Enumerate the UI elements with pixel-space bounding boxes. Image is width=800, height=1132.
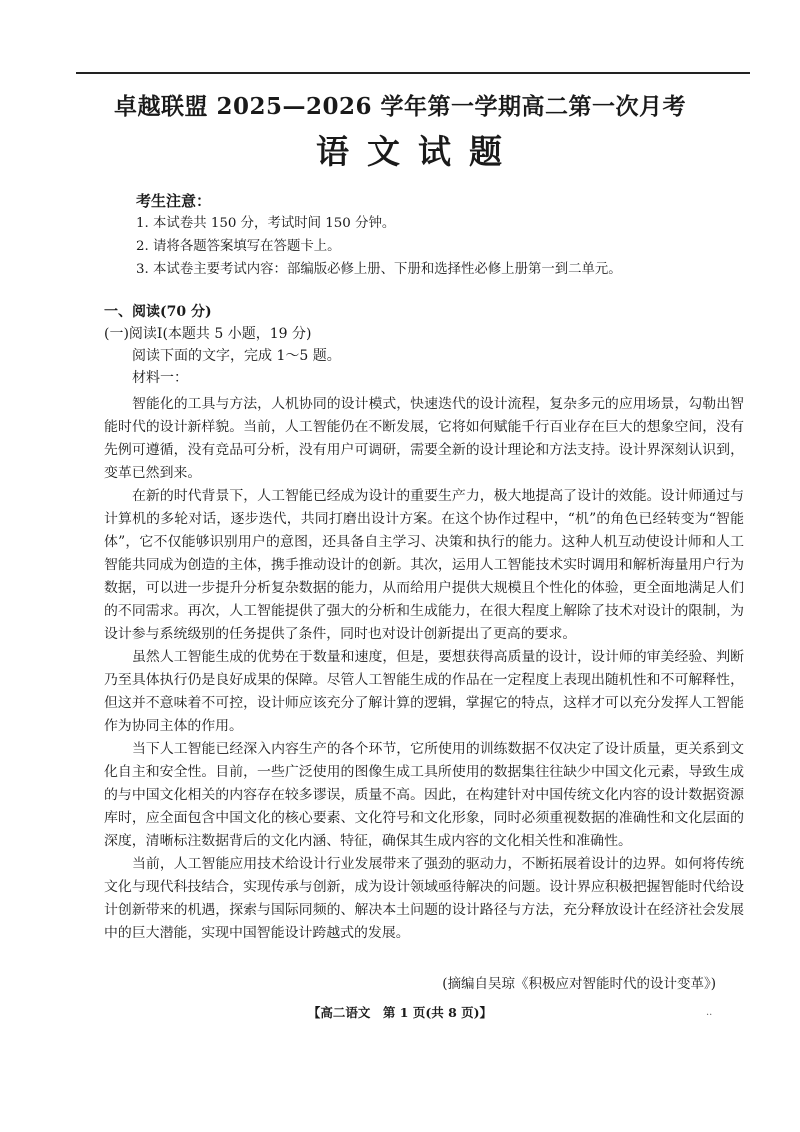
page-footer: 【高二语文 第 1 页(共 8 页)】 xyxy=(307,1005,493,1020)
subject-title: 语文试题 xyxy=(316,132,520,171)
top-rule-divider xyxy=(76,72,750,74)
paragraph: 当下人工智能已经深入内容生产的各个环节，它所使用的训练数据不仅决定了设计质量，更关系到文化自主和安全性。目前，一些广泛使用的图像生成工具所使用的数据集往往缺少中国文化元素，导致生成的与中国文化相关的内容存在较多谬误，质量不高。因此，在构建针对中国传统文化内容的设计数据资源库时，应全面包含中国文化的核心要素、文化符号和文化形象，同时必须重视数据的准确性和文化层面的深度，清晰标注数据背后的文化内涵、特征，确保其生成内容的文化相关性和准确性。 xyxy=(104,741,744,849)
notice-title: 考生注意： xyxy=(136,192,212,210)
material-label: 材料一： xyxy=(132,370,188,386)
notice-item: 1. 本试卷共 150 分，考试时间 150 分钟。 xyxy=(136,216,396,231)
material-body xyxy=(104,393,744,945)
reading-instruction: 阅读下面的文字，完成 1～5 题。 xyxy=(132,348,341,364)
exam-title: 卓越联盟 2025—2026 学年第一学期高二第一次月考 xyxy=(113,93,687,120)
paragraph: 当前，人工智能应用技术给设计行业发展带来了强劲的驱动力，不断拓展着设计的边界。如何将传统文化与现代科技结合，实现传承与创新，成为设计领域亟待解决的问题。设计界应积极把握智能时代给设计创新带来的机遇，探索与国际同频的、解决本土问题的设计路径与方法，充分释放设计在经济社会发展中的巨大潜能，实现中国智能设计跨越式的发展。 xyxy=(104,856,744,941)
paragraph: 在新的时代背景下，人工智能已经成为设计的重要生产力，极大地提高了设计的效能。设计师通过与计算机的多轮对话，逐步迭代，共同打磨出设计方案。在这个协作过程中，“机”的角色已经转变为“智能体”，它不仅能够识别用户的意图，还具备自主学习、决策和执行的能力。这种人机互动使设计师和人工智能共同成为创造的主体，携手推动设计的创新。其次，运用人工智能技术实时调用和解析海量用户行为数据，可以进一步提升分析复杂数据的能力，从而给用户提供大规模且个性化的体验，更全面地满足人们的不同需求。再次，人工智能提供了强大的分析和生成能力，在很大程度上解除了技术对设计的限制，为设计参与系统级别的任务提供了条件，同时也对设计创新提出了更高的要求。 xyxy=(104,488,744,642)
reading-section-header xyxy=(104,301,744,389)
notice-item: 2. 请将各题答案填写在答题卡上。 xyxy=(136,239,341,254)
paragraph: 虽然人工智能生成的优势在于数量和速度，但是，要想获得高质量的设计，设计师的审美经验、判断乃至具体执行仍是良好成果的保障。尽管人工智能生成的作品在一定程度上表现出随机性和不可解释性，但这并不意味着不可控，设计师应该充分了解计算的逻辑，掌握它的特点，这样才可以充分发挥人工智能作为协同主体的作用。 xyxy=(104,649,744,734)
candidate-notice xyxy=(136,190,736,281)
source-citation: (摘编自吴琼《积极应对智能时代的设计变革》) xyxy=(442,976,716,992)
corner-mark: ·· xyxy=(706,1010,713,1021)
section-title: 一、阅读(70 分) xyxy=(104,304,212,320)
part-title: (一)阅读Ⅰ(本题共 5 小题，19 分) xyxy=(104,326,312,342)
notice-item: 3. 本试卷主要考试内容：部编版必修上册、下册和选择性必修上册第一到二单元。 xyxy=(136,262,622,277)
paragraph: 智能化的工具与方法，人机协同的设计模式，快速迭代的设计流程，复杂多元的应用场景，勾勒出智能时代的设计新样貌。当前，人工智能仍在不断发展，它将如何赋能千行百业存在巨大的想象空间，没有先例可遵循，没有竞品可分析，没有用户可调研，需要全新的设计理论和方法支持。设计界深刻认识到，变革已然到来。 xyxy=(104,396,744,481)
